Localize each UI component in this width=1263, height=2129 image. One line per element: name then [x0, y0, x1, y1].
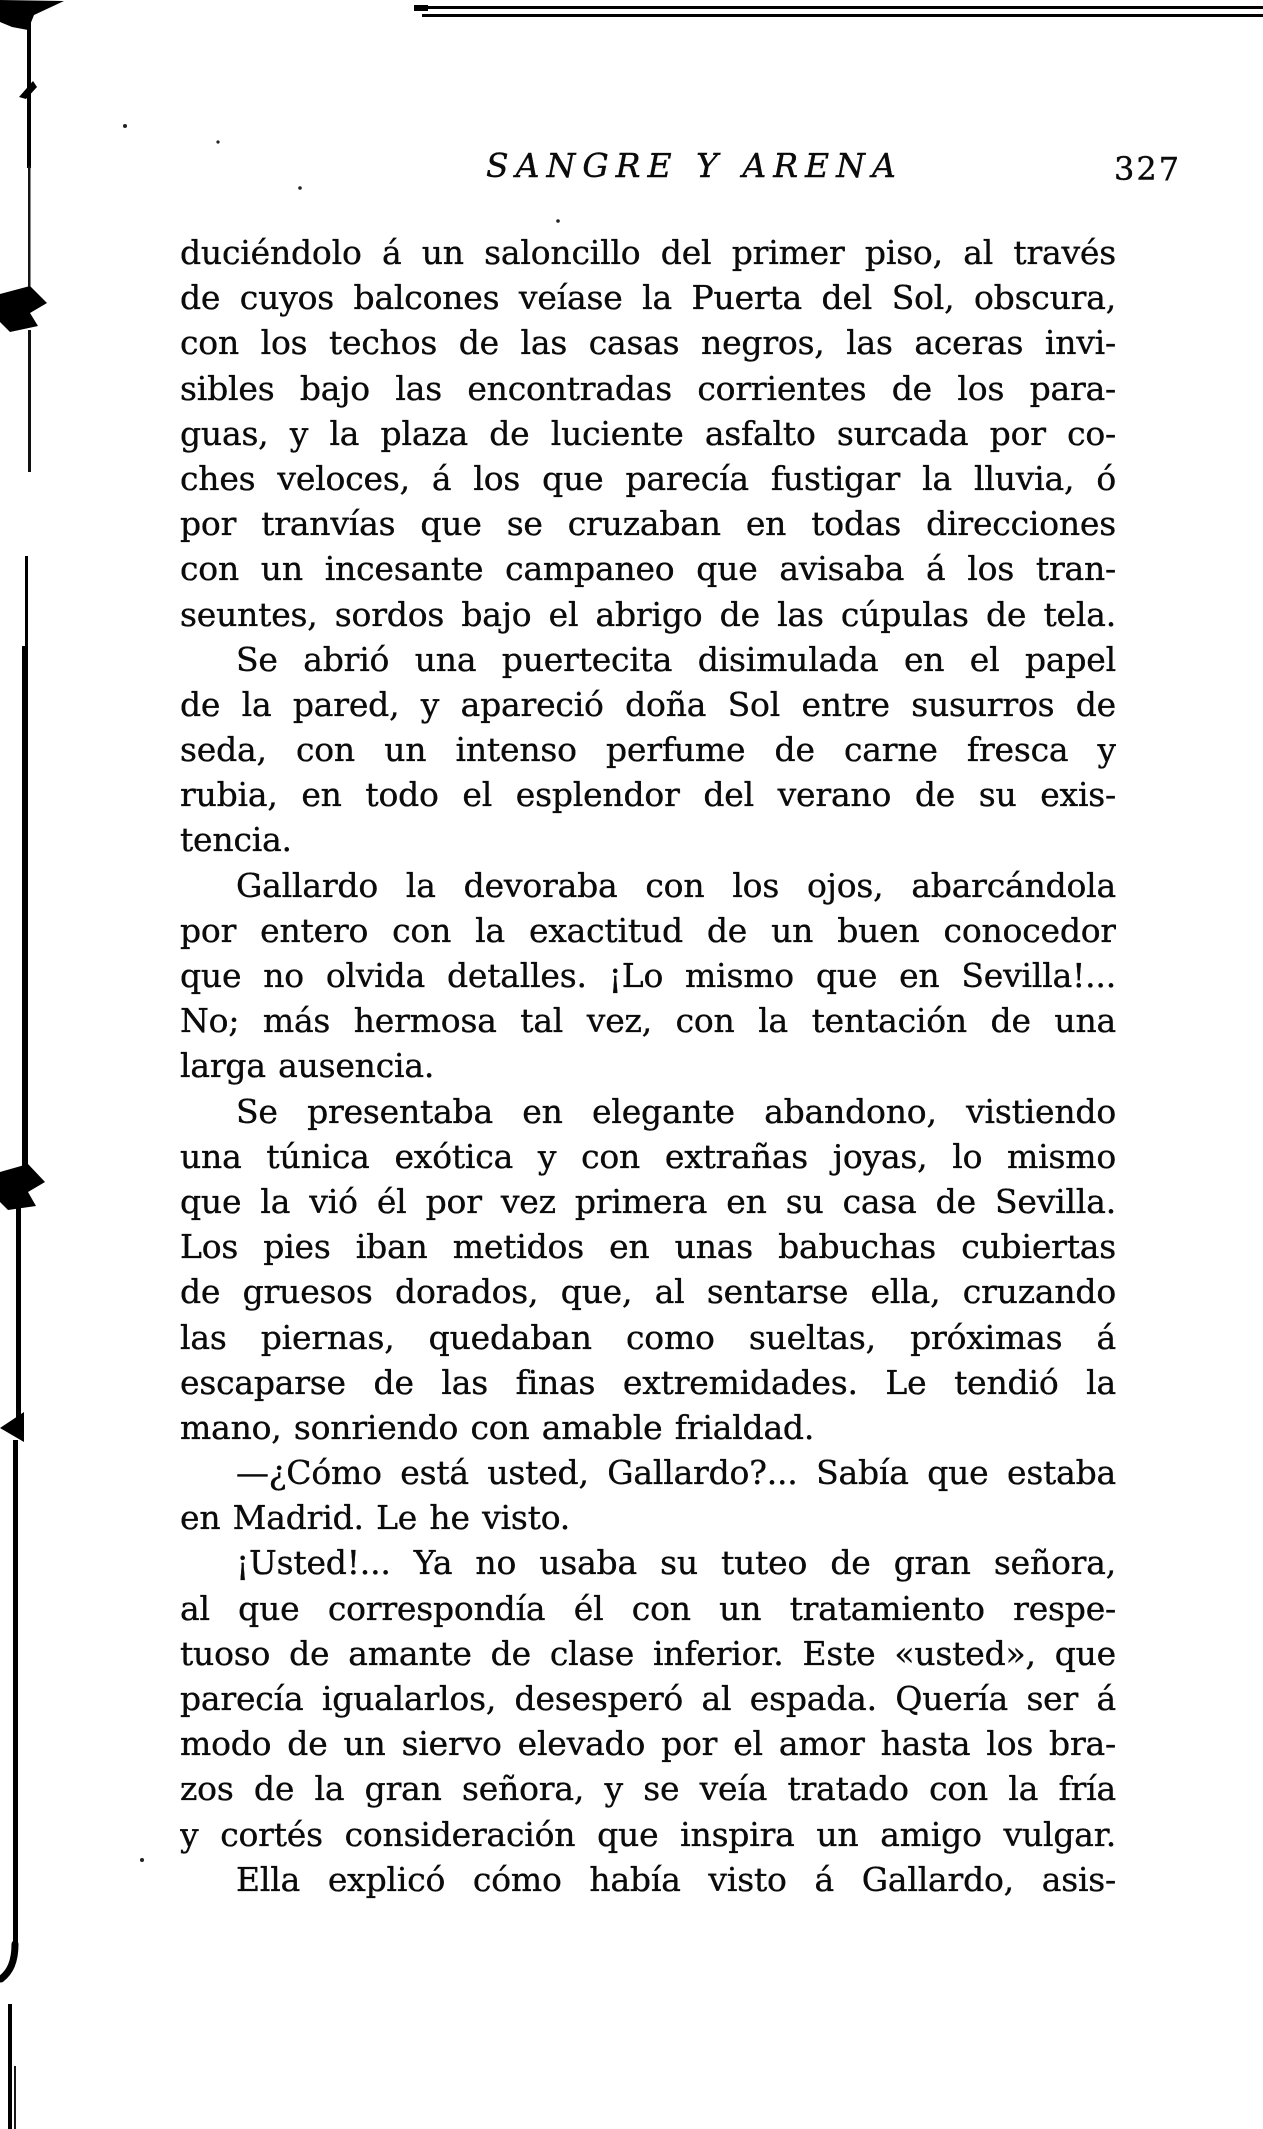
- binding-line-6: [16, 1208, 21, 1420]
- text-line: que la vió él por vez primera en su casa de Sevilla.: [180, 1181, 1116, 1221]
- text-line: escaparse de las finas extremidades. Le tendió la: [180, 1362, 1116, 1402]
- text-line: Gallardo la devoraba con los ojos, abarcándola: [236, 865, 1116, 905]
- text-line: con un incesante campaneo que avisaba á los tran-: [180, 549, 1116, 589]
- binding-line-4: [25, 556, 28, 648]
- text-line: las piernas, quedaban como sueltas, próximas á: [180, 1317, 1116, 1357]
- text-line: en Madrid. Le he visto.: [180, 1498, 571, 1538]
- text-line: con los techos de las casas negros, las aceras invi-: [180, 323, 1116, 363]
- binding-line-3: [28, 330, 31, 472]
- binding-blob-2: [0, 1164, 45, 1210]
- text-line: sibles bajo las encontradas corrientes de los para-: [180, 368, 1116, 408]
- text-line: Se abrió una puertecita disimulada en el papel: [236, 639, 1116, 679]
- binding-line-8: [8, 2004, 12, 2129]
- text-line: de la pared, y apareció doña Sol entre susurros de: [180, 684, 1116, 724]
- text-line: seuntes, sordos bajo el abrigo de las cúpulas de tela.: [180, 594, 1116, 634]
- ink-speck: [298, 186, 302, 190]
- text-line: Se presentaba en elegante abandono, vistiendo: [236, 1091, 1116, 1131]
- page-number: 327: [1114, 150, 1182, 188]
- text-line: modo de un siervo elevado por el amor hasta los bra-: [180, 1724, 1116, 1764]
- running-title: SANGRE Y ARENA: [486, 146, 903, 185]
- binding-line-5: [22, 646, 28, 1168]
- top-rule-tick: [414, 5, 428, 11]
- binding-line-2: [28, 166, 31, 292]
- binding-arrow-left: [0, 1412, 24, 1442]
- text-line: tuoso de amante de clase inferior. Este «usted», que: [180, 1633, 1116, 1673]
- text-line: por tranvías que se cruzaban en todas direcciones: [180, 504, 1116, 544]
- text-line: por entero con la exactitud de un buen conocedor: [180, 910, 1116, 950]
- text-line: una túnica exótica y con extrañas joyas, lo mismo: [180, 1136, 1116, 1176]
- text-line: duciéndolo á un saloncillo del primer piso, al través: [180, 233, 1116, 272]
- ink-speck: [556, 219, 560, 223]
- binding-hook: [1, 1944, 15, 1979]
- text-line: guas, y la plaza de luciente asfalto surcada por co-: [180, 413, 1116, 453]
- body-text: [180, 230, 1116, 1902]
- text-line: y cortés consideración que inspira un amigo vulgar.: [180, 1814, 1116, 1854]
- text-line: zos de la gran señora, y se veía tratado con la fría: [180, 1769, 1116, 1809]
- text-line: tencia.: [180, 820, 292, 860]
- text-line: seda, con un intenso perfume de carne fresca y: [180, 730, 1116, 770]
- text-line: Los pies iban metidos en unas babuchas cubiertas: [180, 1227, 1116, 1267]
- text-line: mano, sonriendo con amable frialdad.: [180, 1407, 815, 1447]
- top-rule-upper: [422, 6, 1263, 9]
- text-line: Ella explicó cómo había visto á Gallardo, asis-: [236, 1859, 1116, 1899]
- ink-speck: [123, 124, 127, 128]
- binding-line-7: [13, 1440, 18, 1945]
- binding-line-1: [27, 18, 31, 168]
- binding-line-9: [14, 2066, 16, 2129]
- text-line: ches veloces, á los que parecía fustigar la lluvia, ó: [180, 458, 1116, 498]
- text-line: al que correspondía él con un tratamiento respe-: [180, 1588, 1116, 1628]
- binding-mark-corner: [0, 0, 64, 30]
- ink-speck: [140, 1858, 144, 1862]
- text-line: ¡Usted!... Ya no usaba su tuteo de gran señora,: [236, 1543, 1116, 1583]
- ink-speck: [216, 140, 219, 143]
- text-line: rubia, en todo el esplendor del verano de su exis-: [180, 775, 1116, 815]
- text-line: de gruesos dorados, que, al sentarse ella, cruzando: [180, 1272, 1116, 1312]
- binding-blob-1: [0, 286, 47, 332]
- text-line: larga ausencia.: [180, 1046, 435, 1086]
- text-line: que no olvida detalles. ¡Lo mismo que en Sevilla!...: [180, 956, 1116, 995]
- text-line: —¿Cómo está usted, Gallardo?... Sabía que estaba: [236, 1453, 1116, 1493]
- text-line: de cuyos balcones veíase la Puerta del Sol, obscura,: [180, 278, 1116, 318]
- text-line: No; más hermosa tal vez, con la tentación de una: [180, 1001, 1116, 1041]
- binding-tick: [19, 81, 37, 99]
- top-rule-lower: [422, 14, 1263, 17]
- text-line: parecía igualarlos, desesperó al espada. Quería ser á: [180, 1679, 1116, 1718]
